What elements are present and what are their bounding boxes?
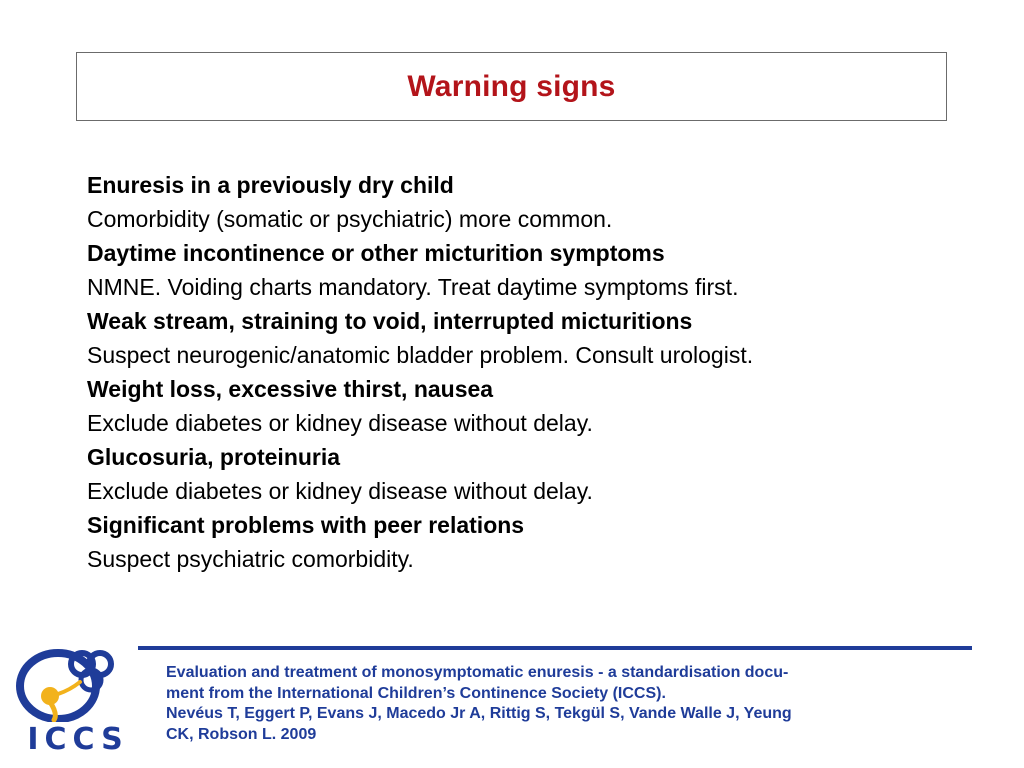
citation-line: Evaluation and treatment of monosymptomatic enuresis - a standardisation docu- bbox=[166, 664, 789, 681]
citation-line: ment from the International Children’s Continence Society (ICCS). bbox=[166, 684, 666, 702]
warning-sign-heading: Enuresis in a previously dry child bbox=[87, 172, 454, 198]
warning-sign-heading: Weight loss, excessive thirst, nausea bbox=[87, 376, 494, 402]
citation-line: CK, Robson L. 2009 bbox=[166, 725, 317, 743]
warning-sign-heading: Significant problems with peer relations bbox=[87, 512, 525, 538]
warning-sign-note: Exclude diabetes or kidney disease without delay. bbox=[87, 478, 593, 504]
iccs-logo-text: ICCS bbox=[27, 722, 129, 757]
warning-sign-note: Exclude diabetes or kidney disease without delay. bbox=[87, 410, 593, 436]
warning-sign-heading: Glucosuria, proteinuria bbox=[87, 444, 341, 470]
iccs-logo bbox=[14, 640, 140, 758]
warning-sign-note: Comorbidity (somatic or psychiatric) more common. bbox=[87, 206, 613, 232]
iccs-logo-icon bbox=[14, 640, 140, 722]
warning-sign-heading: Daytime incontinence or other micturition symptoms bbox=[87, 240, 665, 266]
warning-sign-note: NMNE. Voiding charts mandatory. Treat daytime symptoms first. bbox=[87, 274, 739, 300]
slide-title: Warning signs bbox=[407, 69, 616, 103]
citation bbox=[166, 663, 966, 745]
warning-signs-list bbox=[87, 168, 967, 576]
title-box bbox=[76, 52, 947, 121]
warning-sign-note: Suspect neurogenic/anatomic bladder problem. Consult urologist. bbox=[87, 342, 754, 368]
footer-divider bbox=[138, 646, 972, 650]
warning-sign-heading: Weak stream, straining to void, interrupted micturitions bbox=[87, 308, 693, 334]
warning-sign-note: Suspect psychiatric comorbidity. bbox=[87, 546, 414, 572]
citation-line: Nevéus T, Eggert P, Evans J, Macedo Jr A, Rittig S, Tekgül S, Vande Walle J, Yeung bbox=[166, 705, 792, 722]
